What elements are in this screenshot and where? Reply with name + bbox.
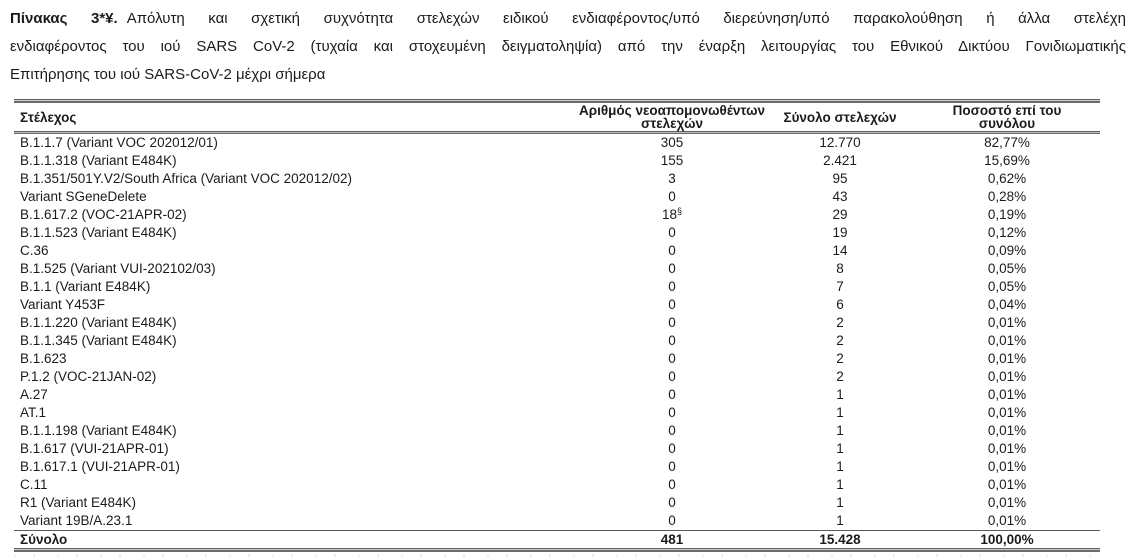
caption-line-2: ενδιαφέροντος του ιού SARS CoV-2 (τυχαία και στοχευμένη δειγματοληψία) από την έναρξη λειτουργίας του Εθνικού Δικτύου Γονιδιωματικής — [10, 38, 1126, 55]
strain-cell: B.1.1.318 (Variant E484K) — [20, 153, 177, 168]
new-isolates-cell — [578, 386, 766, 404]
total-strains-cell: 1 — [836, 405, 844, 420]
total-strains-cell: 1 — [836, 441, 844, 456]
percent-cell: 0,01% — [987, 333, 1027, 348]
strain-cell: B.1.525 (Variant VUI-202102/03) — [20, 261, 216, 276]
percent-cell: 0,01% — [987, 315, 1027, 330]
percent-cell: 15,69% — [984, 153, 1030, 168]
new-isolates-cell — [578, 494, 766, 512]
total-new-isolates-cell: 481 — [660, 532, 684, 547]
strain-cell: B.1.1.345 (Variant E484K) — [20, 333, 177, 348]
strain-cell: Variant Y453F — [20, 297, 106, 312]
strain-cell: B.1.1.220 (Variant E484K) — [20, 315, 177, 330]
caption-text: Απόλυτη και σχετική συχνότητα στελεχών ειδικού ενδιαφέροντος/υπό διερεύνηση/υπό παρακολούθηση ή άλλα στελέχη — [126, 10, 1127, 27]
table-row — [14, 512, 1100, 530]
column-header-total: Σύνολο στελεχών — [783, 109, 897, 125]
percent-cell: 82,77% — [984, 135, 1030, 150]
new-isolates-cell — [578, 332, 766, 350]
table-row — [14, 350, 1100, 368]
percent-cell: 0,01% — [987, 441, 1027, 456]
table-row — [14, 404, 1100, 422]
strain-cell: C.11 — [20, 477, 48, 492]
new-isolates-cell — [578, 206, 766, 224]
new-isolates-value: 0 — [668, 477, 676, 492]
total-percent-cell: 100,00% — [980, 532, 1034, 547]
table-row — [14, 314, 1100, 332]
new-isolates-value: 0 — [668, 225, 676, 240]
table-row — [14, 476, 1100, 494]
column-header-new-isolates-line1: Αριθμός νεοαπομονωθέντων — [579, 103, 765, 118]
percent-cell: 0,01% — [987, 351, 1027, 366]
new-isolates-cell — [578, 350, 766, 368]
new-isolates-cell — [578, 512, 766, 530]
new-isolates-cell — [578, 152, 766, 170]
strain-cell: B.1.617 (VUI-21APR-01) — [20, 441, 169, 456]
percent-cell: 0,09% — [987, 243, 1027, 258]
table-bottom-border — [14, 548, 1100, 552]
percent-cell: 0,12% — [987, 225, 1027, 240]
total-strains-cell: 12.770 — [819, 135, 861, 150]
strain-cell: B.1.623 — [20, 351, 67, 366]
total-strains-cell: 95 — [832, 171, 848, 186]
percent-cell: 0,05% — [987, 261, 1027, 276]
strain-cell: Variant 19B/A.23.1 — [20, 513, 133, 528]
table-row — [14, 260, 1100, 278]
total-strains-cell: 1 — [836, 495, 844, 510]
table-row — [14, 242, 1100, 260]
new-isolates-value: 0 — [668, 369, 676, 384]
new-isolates-value: 0 — [668, 333, 676, 348]
caption-prefix: Πίνακας 3*¥. — [10, 10, 118, 27]
new-isolates-value: 305 — [660, 135, 684, 150]
strain-cell: Variant SGeneDelete — [20, 189, 147, 204]
total-strains-cell: 15.428 — [819, 532, 861, 547]
new-isolates-value: 0 — [668, 315, 676, 330]
total-strains-cell: 1 — [836, 387, 844, 402]
strain-cell: B.1.1.523 (Variant E484K) — [20, 225, 177, 240]
strain-cell: B.1.617.2 (VOC-21APR-02) — [20, 207, 187, 222]
new-isolates-value: 3 — [668, 171, 676, 186]
total-strains-cell: 1 — [836, 423, 844, 438]
new-isolates-value: 0 — [668, 387, 676, 402]
percent-cell: 0,01% — [987, 387, 1027, 402]
strain-cell: A.27 — [20, 387, 48, 402]
table-row — [14, 134, 1100, 152]
percent-cell: 0,01% — [987, 513, 1027, 528]
new-isolates-value: 0 — [668, 459, 676, 474]
table-total-row — [14, 531, 1100, 548]
total-strains-cell: 14 — [832, 243, 848, 258]
table-row — [14, 278, 1100, 296]
total-strains-cell: 1 — [836, 459, 844, 474]
total-strains-cell: 8 — [836, 261, 844, 276]
total-strains-cell: 2 — [836, 333, 844, 348]
new-isolates-value: 0 — [668, 405, 676, 420]
caption-line-3: Επιτήρησης του ιού SARS-CoV-2 μέχρι σήμερα — [10, 66, 326, 83]
table-row — [14, 296, 1100, 314]
strain-cell: B.1.351/501Y.V2/South Africa (Variant VOC 202012/02) — [20, 171, 352, 186]
table-row — [14, 368, 1100, 386]
percent-cell: 0,28% — [987, 189, 1027, 204]
percent-cell: 0,01% — [987, 477, 1027, 492]
table-row — [14, 458, 1100, 476]
new-isolates-value: 18 — [661, 207, 677, 222]
new-isolates-value: 0 — [668, 351, 676, 366]
new-isolates-cell — [578, 242, 766, 260]
new-isolates-value: 0 — [668, 441, 676, 456]
column-header-percent-line1: Ποσοστό επί του — [952, 103, 1062, 118]
strain-cell: R1 (Variant E484K) — [20, 495, 137, 510]
strain-cell: B.1.617.1 (VUI-21APR-01) — [20, 459, 180, 474]
percent-cell: 0,01% — [987, 423, 1027, 438]
new-isolates-cell — [578, 440, 766, 458]
percent-cell: 0,01% — [987, 369, 1027, 384]
footnote-marker: § — [677, 206, 683, 216]
new-isolates-cell — [578, 278, 766, 296]
new-isolates-cell — [578, 260, 766, 278]
table-row — [14, 170, 1100, 188]
column-header-percent — [914, 104, 1100, 130]
total-strains-cell: 2.421 — [823, 153, 857, 168]
total-strains-cell: 2 — [836, 315, 844, 330]
table-row — [14, 440, 1100, 458]
strain-cell: B.1.1.198 (Variant E484K) — [20, 423, 177, 438]
total-strains-cell: 7 — [836, 279, 844, 294]
new-isolates-cell — [578, 458, 766, 476]
total-strains-cell: 19 — [832, 225, 848, 240]
column-header-new-isolates-line2: στελεχών — [641, 116, 703, 131]
column-header-percent-line2: συνόλου — [978, 116, 1036, 131]
strain-cell: B.1.1.7 (Variant VOC 202012/01) — [20, 135, 218, 150]
caption-line-1 — [10, 5, 1126, 33]
strain-cell: C.36 — [20, 243, 49, 258]
table-row — [14, 224, 1100, 242]
table-row — [14, 188, 1100, 206]
new-isolates-cell — [578, 368, 766, 386]
table-header-row — [14, 103, 1100, 131]
new-isolates-value: 0 — [668, 189, 676, 204]
new-isolates-cell — [578, 314, 766, 332]
new-isolates-cell — [578, 170, 766, 188]
percent-cell: 0,05% — [987, 279, 1027, 294]
total-strains-cell: 29 — [832, 207, 848, 222]
strain-cell: AT.1 — [20, 405, 47, 420]
new-isolates-cell — [578, 476, 766, 494]
cutoff-text-fragment — [14, 554, 1104, 557]
table-row — [14, 206, 1100, 224]
percent-cell: 0,04% — [987, 297, 1027, 312]
table-body — [14, 134, 1100, 530]
percent-cell: 0,01% — [987, 459, 1027, 474]
new-isolates-cell — [578, 404, 766, 422]
table-row — [14, 386, 1100, 404]
new-isolates-value: 0 — [668, 297, 676, 312]
new-isolates-value: 0 — [668, 279, 676, 294]
data-table — [14, 99, 1100, 552]
new-isolates-value: 0 — [668, 513, 676, 528]
new-isolates-cell — [578, 188, 766, 206]
new-isolates-value: 0 — [668, 243, 676, 258]
strain-cell: B.1.1 (Variant E484K) — [20, 279, 151, 294]
new-isolates-value: 0 — [668, 261, 676, 276]
strain-cell: P.1.2 (VOC-21JAN-02) — [20, 369, 157, 384]
table-caption — [0, 0, 1136, 89]
total-strains-cell: 2 — [836, 369, 844, 384]
percent-cell: 0,62% — [987, 171, 1027, 186]
percent-cell: 0,01% — [987, 405, 1027, 420]
new-isolates-cell — [578, 422, 766, 440]
column-header-new-isolates — [578, 104, 766, 130]
total-strains-cell: 6 — [836, 297, 844, 312]
total-label-cell: Σύνολο — [20, 532, 68, 547]
new-isolates-value: 0 — [668, 495, 676, 510]
total-strains-cell: 1 — [836, 513, 844, 528]
new-isolates-cell — [578, 134, 766, 152]
new-isolates-value: 0 — [668, 423, 676, 438]
table-row — [14, 152, 1100, 170]
total-strains-cell: 1 — [836, 477, 844, 492]
table-row — [14, 332, 1100, 350]
total-strains-cell: 2 — [836, 351, 844, 366]
percent-cell: 0,19% — [987, 207, 1027, 222]
new-isolates-value: 155 — [660, 153, 684, 168]
table-row — [14, 422, 1100, 440]
new-isolates-cell — [578, 296, 766, 314]
column-header-strain: Στέλεχος — [20, 109, 77, 125]
new-isolates-cell — [578, 224, 766, 242]
percent-cell: 0,01% — [987, 495, 1027, 510]
table-row — [14, 494, 1100, 512]
total-strains-cell: 43 — [832, 189, 848, 204]
